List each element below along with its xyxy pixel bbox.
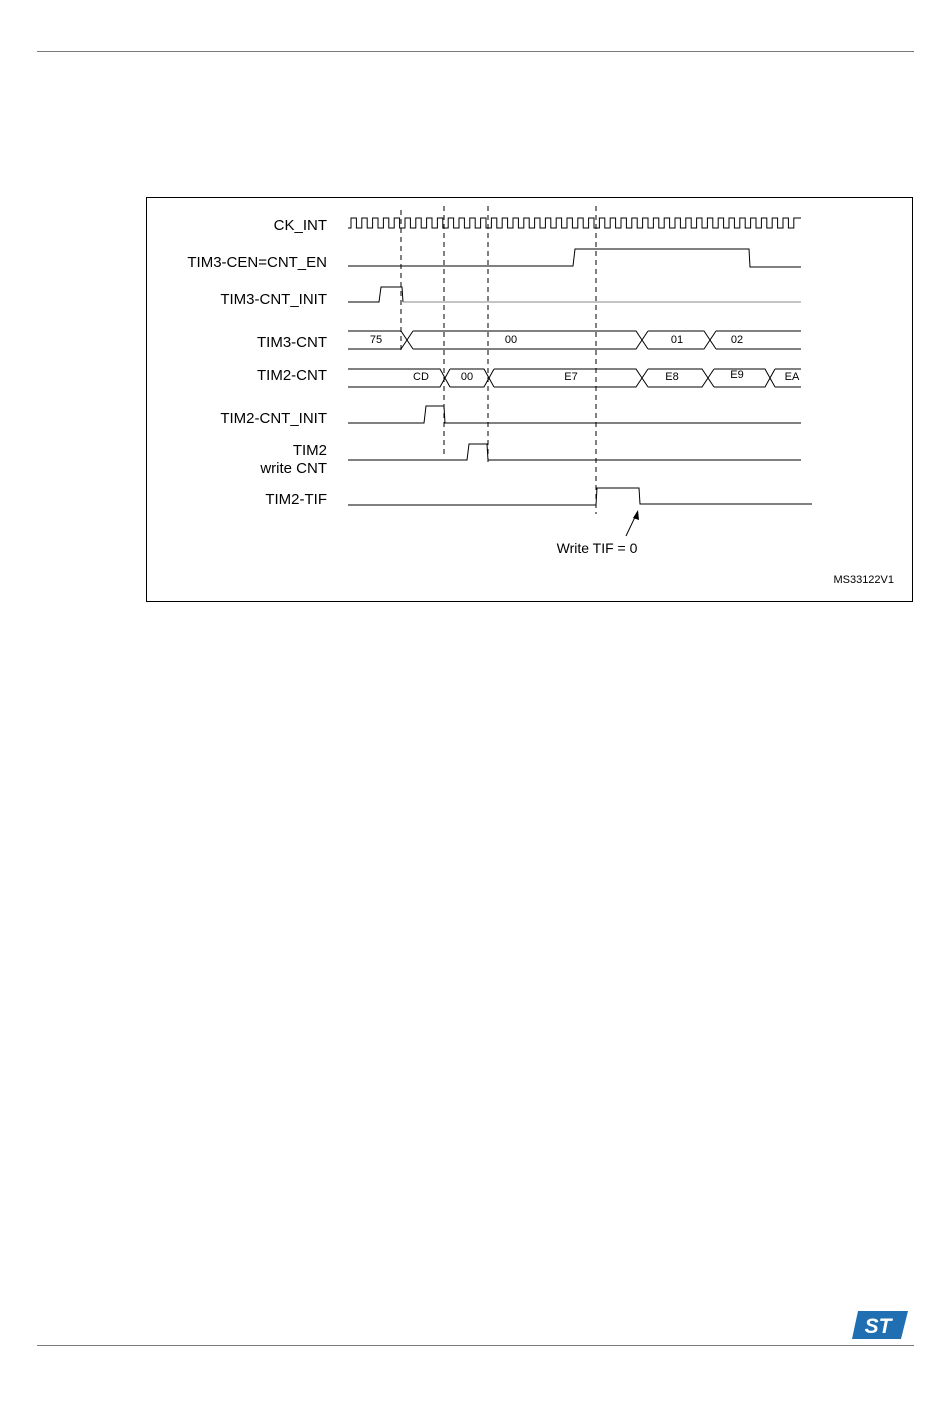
signal-label-tim3-cnt: TIM3-CNT (257, 334, 327, 351)
signal-label-ck-int: CK_INT (273, 217, 327, 234)
signal-label-tim2-write-cnt-line1: TIM2 (292, 442, 327, 459)
header-rule (37, 51, 914, 52)
timing-diagram (146, 197, 913, 602)
st-logo (852, 1310, 908, 1340)
waveform-tim2-cnt-init (348, 406, 801, 423)
annotation-write-tif: Write TIF = 0 (556, 540, 638, 556)
signal-label-tim2-tif: TIM2-TIF (265, 491, 327, 508)
st-logo-text: ST (864, 1315, 892, 1338)
waveform-tim3-cen (348, 249, 801, 267)
waveform-ck-int (348, 218, 801, 228)
figure-id: MS33122V1 (833, 574, 894, 586)
signal-label-tim2-cnt: TIM2-CNT (257, 367, 327, 384)
waveform-tim2-write-cnt (348, 444, 801, 460)
tim2-cnt-value-e7: E7 (564, 371, 578, 383)
waveform-tim3-cnt-init (348, 287, 403, 302)
tim3-cnt-value-02: 02 (730, 334, 744, 346)
tim2-cnt-value-e8: E8 (665, 371, 679, 383)
signal-label-tim3-cen: TIM3-CEN=CNT_EN (187, 254, 327, 271)
tim3-cnt-value-75: 75 (369, 334, 383, 346)
tim2-cnt-value-cd: CD (413, 371, 429, 383)
tim3-cnt-value-00: 00 (504, 334, 518, 346)
footer-rule (37, 1345, 914, 1346)
tim2-cnt-value-00: 00 (460, 371, 474, 383)
tim2-cnt-value-ea: EA (784, 371, 800, 383)
waveform-tim2-tif (348, 488, 812, 505)
tim3-cnt-value-01: 01 (670, 334, 684, 346)
timing-diagram-canvas (147, 198, 914, 603)
signal-label-tim2-cnt-init: TIM2-CNT_INIT (220, 410, 327, 427)
signal-label-tim2-write-cnt-line2: write CNT (260, 460, 327, 477)
signal-label-tim3-cnt-init: TIM3-CNT_INIT (220, 291, 327, 308)
tim2-cnt-value-e9: E9 (730, 369, 744, 381)
